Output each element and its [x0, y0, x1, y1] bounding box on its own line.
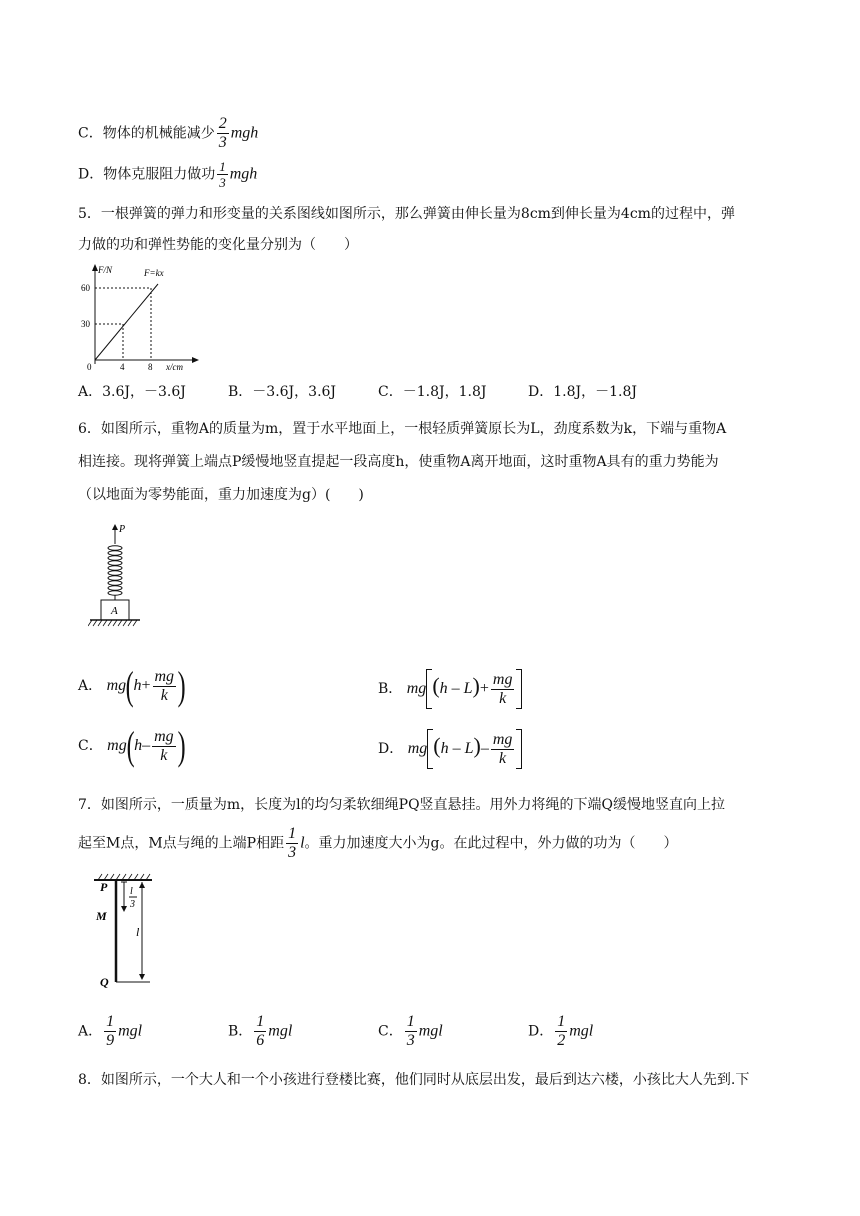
q7-option-d	[528, 1013, 594, 1049]
option-label: B．	[378, 681, 403, 697]
point-p-label: P	[119, 524, 126, 535]
spring-force-chart	[78, 262, 202, 376]
fraction: $\frac{1}{3}$	[219, 159, 226, 190]
q7-stem-line2	[78, 825, 678, 861]
fraction: $\frac{mg}{k}$	[492, 730, 513, 767]
third-length-den: 3	[130, 899, 135, 910]
q6-option-d: D． mg (h – L)– $\frac{mg}{k}$	[378, 724, 522, 768]
q7-option-b	[228, 1013, 293, 1049]
q5-stem-line1: 5．一根弹簧的弹力和形变量的关系图线如图所示，那么弹簧由伸长量为8cm到伸长量为4cm的过程中，弹	[78, 206, 735, 222]
option-label: A．	[78, 678, 103, 694]
math-term: mgl	[118, 1022, 143, 1040]
math-operator: +	[479, 680, 489, 697]
q5-stem-line2: 力做的功和弹性势能的变化量分别为（ ）	[78, 237, 358, 253]
option-label: D．	[528, 1023, 554, 1040]
fraction: $\frac{mg}{k}$	[154, 667, 175, 704]
third-length-num: l	[130, 886, 133, 897]
math-term: h – L	[440, 740, 474, 757]
point-p-label: P	[100, 880, 108, 894]
y-tick-60: 60	[81, 283, 90, 293]
math-term: h – L	[439, 680, 473, 697]
math-term: mg	[107, 737, 127, 754]
fraction: $\frac{1}{9}$	[106, 1013, 115, 1049]
fraction: $\frac{mg}{k}$	[154, 727, 174, 764]
option-label: D．	[378, 741, 404, 757]
fraction: $\frac{1}{3}$	[406, 1013, 415, 1049]
q6-stem-line1: 6．如图所示，重物A的质量为m，置于水平地面上，一根轻质弹簧原长为L，劲度系数为k，下端与重物A	[78, 421, 727, 437]
q6-stem-line2: 相连接。现将弹簧上端点P缓慢地竖直提起一段高度h，使重物A离开地面，这时重物A具有的重力势能为	[78, 454, 719, 470]
q4-option-c	[78, 116, 258, 151]
math-term: mg	[106, 677, 127, 694]
math-term: mgl	[569, 1022, 594, 1040]
q5-option-c: C．－1.8J，1.8J	[378, 384, 487, 400]
fraction: $\frac{1}{2}$	[557, 1013, 566, 1049]
fraction: $\frac{1}{6}$	[256, 1013, 265, 1049]
fraction: $\frac{mg}{k}$	[492, 670, 513, 707]
q5-option-b: B．－3.6J，3.6J	[228, 384, 337, 400]
formula-label: F=kx	[144, 268, 164, 278]
rope-figure	[92, 870, 162, 990]
y-axis-label: F/N	[98, 265, 113, 275]
y-tick-30: 30	[81, 319, 90, 329]
force-line	[95, 284, 158, 360]
fraction: $\frac{1}{3}$	[288, 825, 297, 861]
point-q-label: Q	[100, 975, 109, 989]
math-term: mg	[406, 680, 427, 697]
math-term: l	[300, 834, 305, 852]
math-operator: –	[142, 737, 151, 754]
math-term: mgh	[230, 124, 259, 142]
q7-option-c	[378, 1013, 443, 1049]
q6-option-a: A． mg(h+ $\frac{mg}{k}$ )	[78, 663, 186, 708]
x-tick-0: 0	[87, 362, 92, 372]
math-term: mgl	[418, 1022, 443, 1040]
option-text: 物体的机械能减少	[102, 125, 215, 142]
option-text: 物体克服阻力做功	[103, 166, 216, 183]
q5-option-d: D．1.8J，－1.8J	[528, 384, 637, 400]
stem-text: 起至M点，M点与绳的上端P相距	[78, 835, 285, 852]
math-term: mgh	[229, 165, 258, 183]
stem-text: 。重力加速度大小为g。在此过程中，外力做的功为（ ）	[304, 835, 678, 852]
option-label: A．	[78, 1023, 103, 1040]
q4-option-d	[78, 160, 257, 189]
q5-option-a: A．3.6J，－3.6J	[78, 384, 186, 400]
option-label: C．	[78, 125, 103, 142]
option-label: B．	[228, 1023, 253, 1040]
math-operator: –	[480, 740, 489, 757]
math-term: h	[134, 737, 143, 754]
q7-stem-line1: 7．如图所示，一质量为m，长度为l的均匀柔软细绳PQ竖直悬挂。用外力将绳的下端Q缓慢地竖直向上拉	[78, 797, 726, 813]
fraction: $\frac{2}{3}$	[218, 115, 227, 151]
x-tick-4: 4	[120, 362, 125, 372]
q6-option-c: C． mg(h– $\frac{mg}{k}$ )	[78, 723, 186, 768]
point-m-label: M	[96, 909, 107, 923]
x-axis-label: x/cm	[166, 362, 183, 372]
math-term: h	[133, 677, 142, 694]
block-a-label: A	[111, 605, 118, 617]
x-tick-8: 8	[148, 362, 153, 372]
q6-option-b: B． mg (h – L)+ $\frac{mg}{k}$	[378, 664, 522, 708]
math-operator: +	[141, 677, 151, 694]
q6-stem-line3: （以地面为零势能面，重力加速度为g）( )	[78, 487, 364, 503]
option-label: D．	[78, 166, 104, 183]
math-term: mg	[407, 740, 428, 757]
q7-option-a	[78, 1013, 143, 1049]
q8-stem-line1: 8．如图所示，一个大人和一个小孩进行登楼比赛，他们同时从底层出发，最后到达六楼，小孩比大人先到.下	[78, 1072, 750, 1088]
option-label: C．	[78, 738, 103, 754]
length-label: l	[136, 925, 140, 939]
spring-weight-figure	[88, 522, 144, 630]
option-label: C．	[378, 1023, 403, 1040]
math-term: mgl	[268, 1022, 293, 1040]
